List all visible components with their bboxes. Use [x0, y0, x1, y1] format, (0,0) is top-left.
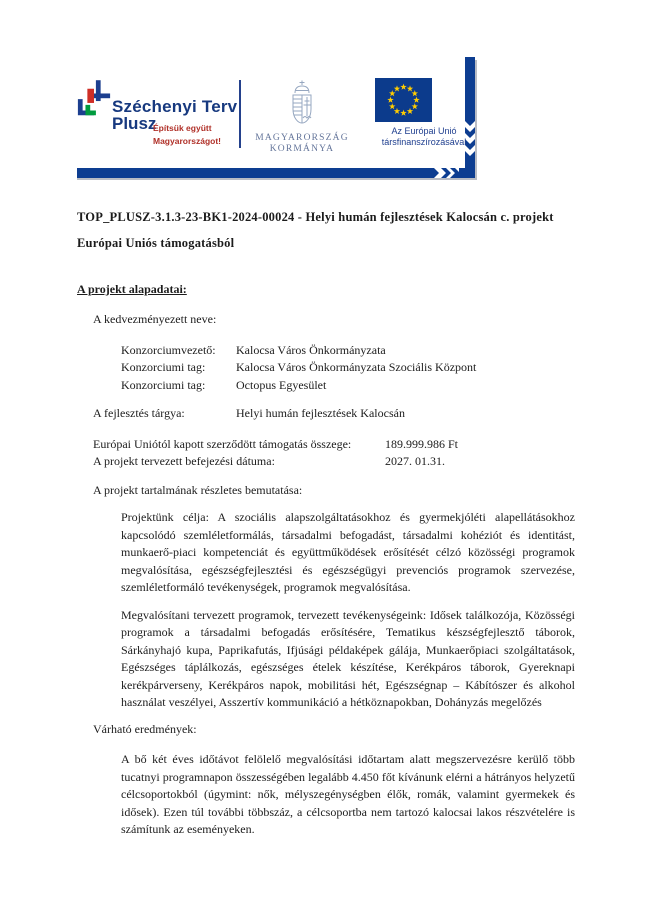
- completion-date-row: [93, 453, 575, 471]
- consortium-row: [121, 342, 575, 360]
- planned-programs-paragraph: Megvalósítani tervezett programok, tervezett tevékenységeink: Idősek találkozója, Közösségi programok a társadalmi befogadás erősítésére, Tematikus készségfejlesztő táborok, Sárkányhajó kupa, Paprikafutás, Ifjúsági példaképek gálája, Munkaerőpiaci szolgáltatások, Egészséges táplálkozás, egészséges ételek készítése, Kerékpáros táborok, Gyereknapi kerékpárverseny, Kerékpáros napok, mobilitási hét, Egészségnap – Kábítószer és alkohol használat veszélyei, Asszertív kommunikáció a hétköznapokban, Dohányzás megelőzés: [121, 607, 575, 709]
- funding-amount-row: [93, 436, 575, 454]
- expected-results-paragraph: A bő két éves időtávot felölelő megvalósítási időtartam alatt megszervezésre kerülő több tucatnyi programnapon összességében legalább 4.450 főt kívánunk elérni a hátrányos helyzetű célcsoportokból (úgymint: nők, mélyszegénységben élők, romák, valamint gyermekek és idősek). Ezen túl további többszáz, a célcsoportba nem tartozó kalocsai lakos részvételére is számítunk az eseményeken.: [121, 752, 575, 836]
- basic-data-heading: A projekt alapadatai:: [77, 282, 187, 296]
- details-heading: A projekt tartalmának részletes bemutatása:: [93, 482, 303, 497]
- szechenyi-logo-plusz: Plusz: [112, 114, 157, 133]
- government-logo: [252, 80, 352, 155]
- completion-date-value: 2027. 01.31.: [385, 454, 445, 468]
- consortium-row: [121, 359, 575, 377]
- funding-amount-value: 189.999.986 Ft: [385, 436, 459, 451]
- document-body: [0, 204, 653, 839]
- development-subject-row: [77, 405, 575, 423]
- eu-caption-line1: Az Európai Unió: [391, 126, 457, 136]
- eu-cofinancing-logo: [368, 78, 480, 148]
- consortium-role-label: Konzorciumvezető:: [121, 342, 216, 357]
- development-subject-label: A fejlesztés tárgya:: [93, 406, 185, 420]
- logo-divider-line: [239, 80, 241, 148]
- project-title-line2: Európai Uniós támogatásból: [77, 236, 235, 250]
- hungary-coat-of-arms-icon: [289, 80, 315, 126]
- szechenyi-logo-slogan: [153, 122, 221, 147]
- project-goal-paragraph: Projektünk célja: A szociális alapszolgáltatásokhoz és gyermekjóléti alapellátásokhoz kapcsolódó szemléletformálás, társadalmi befogadást, társadalmi kohéziót és identitást, munkaerő-piaci kompetenciát és együttműködések erősítését célzó közösségi programok megvalósítása, egészségfejlesztési és egészségügyi prevenciós programok szervezése, szemléletformáló tevékenységek, programok megvalósítása.: [121, 510, 575, 594]
- consortium-member-value: Kalocsa Város Önkormányzata Szociális Központ: [236, 360, 477, 374]
- document-header: [0, 0, 653, 190]
- szechenyi-slogan-line1: Építsük együtt: [153, 123, 212, 133]
- expected-results-heading: Várható eredmények:: [93, 721, 197, 736]
- szechenyi-plusz-logo-icon: [76, 80, 112, 124]
- szechenyi-logo-title: Széchenyi Terv: [112, 97, 238, 116]
- beneficiary-heading: A kedvezményezett neve:: [93, 312, 217, 326]
- consortium-role-label: Konzorciumi tag:: [121, 377, 206, 392]
- consortium-row: [121, 377, 575, 395]
- completion-date-label: A projekt tervezett befejezési dátuma:: [93, 454, 275, 468]
- consortium-role-label: Konzorciumi tag:: [121, 360, 206, 374]
- eu-caption-line2: társfinanszírozásával: [381, 137, 467, 147]
- project-title: [77, 204, 575, 256]
- funding-summary: [77, 436, 575, 471]
- eu-flag-icon: [375, 78, 432, 122]
- consortium-member-value: Kalocsa Város Önkormányzata: [236, 342, 386, 357]
- szechenyi-slogan-line2: Magyarországot!: [153, 135, 222, 146]
- consortium-list: [77, 342, 575, 395]
- government-logo-text: [252, 133, 352, 155]
- eu-caption: [368, 126, 480, 148]
- funding-amount-label: Európai Uniótól kapott szerződött támogatás összege:: [93, 436, 352, 451]
- consortium-member-value: Octopus Egyesület: [236, 377, 327, 392]
- project-title-line1: TOP_PLUSZ-3.1.3-23-BK1-2024-00024 - Helyi humán fejlesztések Kalocsán c. projekt: [77, 210, 554, 224]
- government-text-line2: KORMÁNYA: [269, 144, 335, 154]
- government-text-line1: MAGYARORSZÁG: [255, 133, 349, 143]
- development-subject-value: Helyi humán fejlesztések Kalocsán: [236, 406, 405, 420]
